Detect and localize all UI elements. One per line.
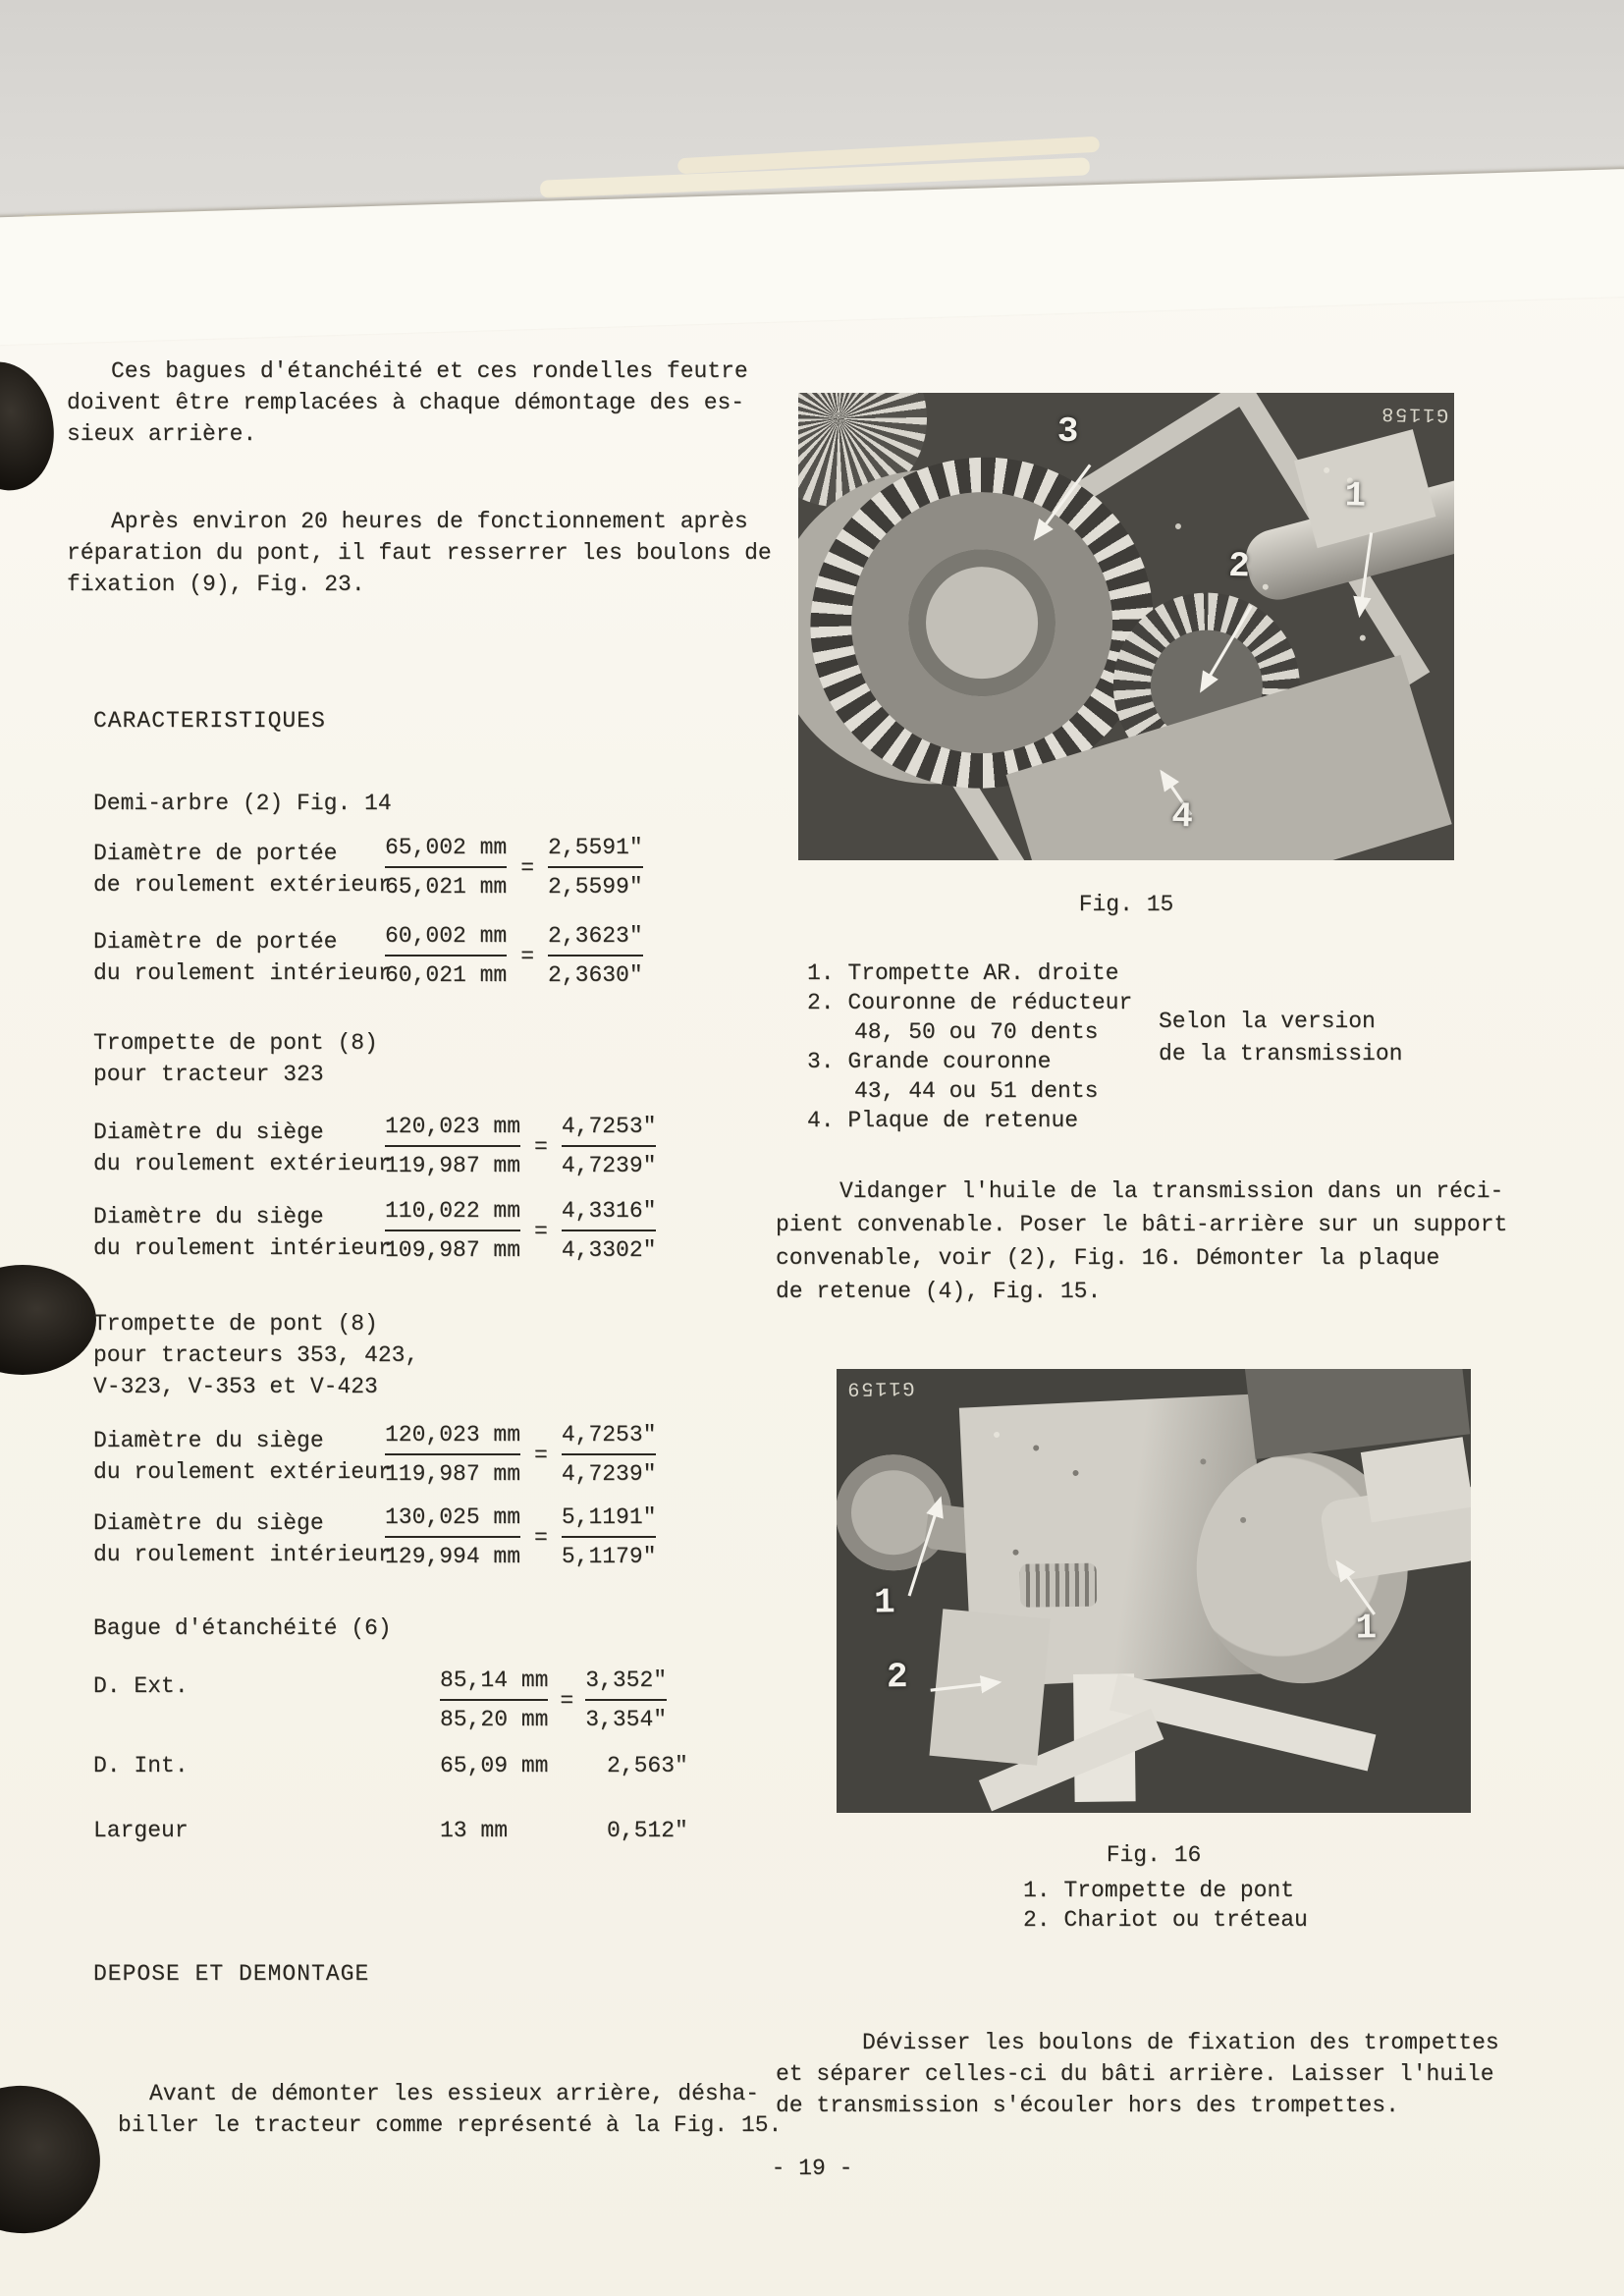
equals-sign: = (520, 854, 535, 881)
text-line: réparation du pont, il faut resserrer les boulons de (67, 540, 772, 566)
spec-label: du roulement intérieur (93, 1542, 392, 1567)
text-line: Trompette de pont (8) (93, 1311, 378, 1337)
paragraph-devisser (776, 2027, 1499, 2121)
fraction-numerator: 65,002 mm (385, 831, 507, 868)
text-line: et séparer celles-ci du bâti arrière. Laisser l'huile (776, 2061, 1494, 2087)
spec-label: D. Ext. (93, 1673, 189, 1699)
spec-label: du roulement intérieur (93, 1235, 392, 1261)
mm-fraction (385, 831, 507, 904)
page-number: - 19 - (771, 2156, 853, 2181)
spec-group-title: Demi-arbre (2) Fig. 14 (93, 791, 392, 816)
fraction-numerator: 60,002 mm (385, 919, 507, 957)
mm-value: 65,09 mm (440, 1753, 549, 1778)
callout-number: 1 (1355, 1608, 1378, 1649)
mm-fraction (385, 919, 507, 993)
figure-16-caption: Fig. 16 (1106, 1842, 1202, 1868)
fraction-numerator: 110,022 mm (385, 1194, 520, 1231)
text-line: pour tracteurs 353, 423, (93, 1342, 419, 1368)
fraction-denominator: 109,987 mm (385, 1237, 521, 1263)
inch-fraction (562, 1110, 657, 1183)
fraction-denominator: 85,20 mm (440, 1707, 549, 1732)
equals-sign: = (534, 1133, 548, 1160)
equals-sign: = (520, 943, 535, 969)
text-line: de transmission s'écouler hors des trompettes. (776, 2093, 1399, 2118)
callout-number: 3 (1056, 410, 1079, 453)
legend-line: 4. Plaque de retenue (807, 1108, 1079, 1133)
equals-sign: = (534, 1442, 548, 1468)
figure-15-caption: Fig. 15 (1078, 892, 1174, 917)
fraction-numerator: 85,14 mm (440, 1664, 548, 1701)
paragraph-apres-20-heures (67, 506, 772, 600)
spec-label: de roulement extérieur (93, 872, 392, 898)
photo-id-label: G1158 (1379, 401, 1449, 426)
equals-sign: = (560, 1687, 574, 1714)
text-line: Avant de démonter les essieux arrière, désha- (149, 2081, 760, 2106)
section-heading-depose: DEPOSE ET DEMONTAGE (93, 1961, 370, 1987)
figure-16-photo (837, 1369, 1471, 1813)
inch-value: 0,512" (607, 1818, 688, 1843)
spec-group-title (93, 1308, 418, 1402)
fraction-denominator: 4,7239" (561, 1461, 657, 1487)
inch-fraction (562, 1418, 657, 1492)
photo-background (798, 393, 1454, 860)
text-line: pour tracteur 323 (93, 1062, 324, 1087)
text-line: sieux arrière. (67, 421, 257, 447)
spec-label: Diamètre du siège (93, 1428, 324, 1453)
text-line: fixation (9), Fig. 23. (67, 572, 365, 597)
spec-label: Largeur (93, 1818, 189, 1843)
side-note-version (1159, 1006, 1402, 1070)
callout-arrow (931, 1682, 1000, 1690)
fraction-numerator: 120,023 mm (385, 1418, 520, 1455)
inch-fraction (548, 831, 643, 904)
spec-label: D. Int. (93, 1753, 189, 1778)
fraction-numerator: 3,352" (585, 1664, 667, 1701)
fraction-numerator: 120,023 mm (385, 1110, 520, 1147)
fraction-numerator: 4,7253" (562, 1110, 657, 1147)
fraction-numerator: 2,5591" (548, 831, 643, 868)
spec-label: Diamètre du siège (93, 1510, 324, 1536)
spec-row (59, 919, 766, 1002)
text-line: Trompette de pont (8) (93, 1030, 378, 1056)
callout-arrows (837, 1369, 1471, 1813)
mm-fraction (385, 1501, 520, 1574)
spec-group-title: Bague d'étanchéité (6) (93, 1615, 392, 1641)
legend-line: 2. Chariot ou tréteau (1023, 1907, 1308, 1933)
inch-value: 2,563" (607, 1753, 688, 1778)
text-line: convenable, voir (2), Fig. 16. Démonter la plaque (776, 1245, 1440, 1271)
paragraph-vidanger (776, 1175, 1507, 1308)
fraction-denominator: 2,5599" (548, 874, 643, 900)
figure-15-legend (807, 958, 1132, 1135)
equals-sign: = (534, 1524, 548, 1551)
callout-arrow (908, 1499, 942, 1596)
spec-row (59, 1110, 766, 1192)
spec-row (59, 1815, 766, 1854)
fraction-denominator: 5,1179" (561, 1544, 657, 1569)
text-line: biller le tracteur comme représenté à la Fig. 15. (118, 2112, 783, 2138)
spec-label: du roulement intérieur (93, 960, 392, 986)
spec-label: du roulement extérieur (93, 1459, 392, 1485)
spec-row (59, 1750, 766, 1789)
text-line: pient convenable. Poser le bâti-arrière sur un support (776, 1212, 1508, 1237)
inch-fraction (548, 919, 643, 993)
mm-fraction (385, 1110, 520, 1183)
legend-line: 2. Couronne de réducteur (807, 990, 1133, 1015)
fraction-numerator: 130,025 mm (385, 1501, 520, 1538)
inch-fraction (585, 1664, 667, 1737)
callout-arrow (1202, 605, 1252, 691)
fraction-denominator: 65,021 mm (385, 874, 508, 900)
text-line: Ces bagues d'étanchéité et ces rondelles feutre (111, 358, 748, 384)
callout-number: 1 (1344, 475, 1367, 517)
mm-fraction (385, 1194, 520, 1268)
fraction-numerator: 2,3623" (548, 919, 643, 957)
inch-fraction (562, 1501, 657, 1574)
equals-sign: = (534, 1218, 548, 1244)
text-line: Dévisser les boulons de fixation des trompettes (862, 2030, 1499, 2055)
fraction-numerator: 5,1191" (562, 1501, 657, 1538)
spec-label: Diamètre de portée (93, 841, 338, 866)
callout-arrow (1036, 464, 1091, 539)
paragraph-avant-demonter (118, 2078, 782, 2141)
spec-row (59, 1418, 766, 1501)
legend-line: 48, 50 ou 70 dents (854, 1019, 1099, 1045)
fraction-denominator: 119,987 mm (385, 1153, 521, 1178)
spec-label: Diamètre du siège (93, 1120, 324, 1145)
mm-fraction (385, 1418, 520, 1492)
spec-row (59, 1501, 766, 1583)
left-text-column (59, 0, 805, 2296)
legend-line: 1. Trompette AR. droite (807, 960, 1119, 986)
paragraph-bagues (67, 355, 748, 450)
callout-arrow (1337, 1562, 1375, 1615)
legend-line: 43, 44 ou 51 dents (854, 1078, 1099, 1104)
text-line: Après environ 20 heures de fonctionnement après (111, 509, 748, 534)
fraction-denominator: 129,994 mm (385, 1544, 521, 1569)
callout-number: 2 (1227, 545, 1251, 587)
photo-id-label: G1159 (845, 1375, 915, 1399)
text-line: Selon la version (1159, 1009, 1376, 1034)
spec-row (59, 831, 766, 913)
callout-arrows (798, 393, 1454, 860)
fraction-denominator: 119,987 mm (385, 1461, 521, 1487)
fraction-numerator: 4,7253" (562, 1418, 657, 1455)
spec-group-title (93, 1027, 378, 1090)
text-line: Vidanger l'huile de la transmission dans un réci- (839, 1178, 1504, 1204)
mm-fraction (440, 1664, 548, 1737)
spec-row (59, 1194, 766, 1277)
fraction-denominator: 2,3630" (548, 962, 643, 988)
mm-value: 13 mm (440, 1818, 509, 1843)
spec-row (59, 1664, 766, 1746)
photo-background (837, 1369, 1471, 1813)
spec-label: Diamètre de portée (93, 929, 338, 955)
fraction-denominator: 60,021 mm (385, 962, 508, 988)
section-heading-caracteristiques: CARACTERISTIQUES (93, 708, 326, 734)
fraction-denominator: 4,3302" (561, 1237, 657, 1263)
text-line: de retenue (4), Fig. 15. (776, 1279, 1102, 1304)
fraction-numerator: 4,3316" (562, 1194, 657, 1231)
callout-number: 1 (873, 1582, 895, 1623)
text-line: de la transmission (1159, 1041, 1403, 1066)
text-line: V-323, V-353 et V-423 (93, 1374, 378, 1399)
fraction-denominator: 4,7239" (561, 1153, 657, 1178)
spec-label: du roulement extérieur (93, 1151, 392, 1176)
callout-number: 2 (886, 1657, 908, 1698)
callout-arrow (1360, 532, 1372, 615)
spec-label: Diamètre du siège (93, 1204, 324, 1230)
callout-number: 4 (1170, 795, 1194, 838)
inch-fraction (562, 1194, 657, 1268)
figure-16-legend (1023, 1876, 1308, 1935)
legend-line: 1. Trompette de pont (1023, 1878, 1295, 1903)
fraction-denominator: 3,354" (585, 1707, 668, 1732)
figure-15-photo (798, 393, 1454, 860)
text-line: doivent être remplacées à chaque démontage des es- (67, 390, 745, 415)
legend-line: 3. Grande couronne (807, 1049, 1052, 1074)
